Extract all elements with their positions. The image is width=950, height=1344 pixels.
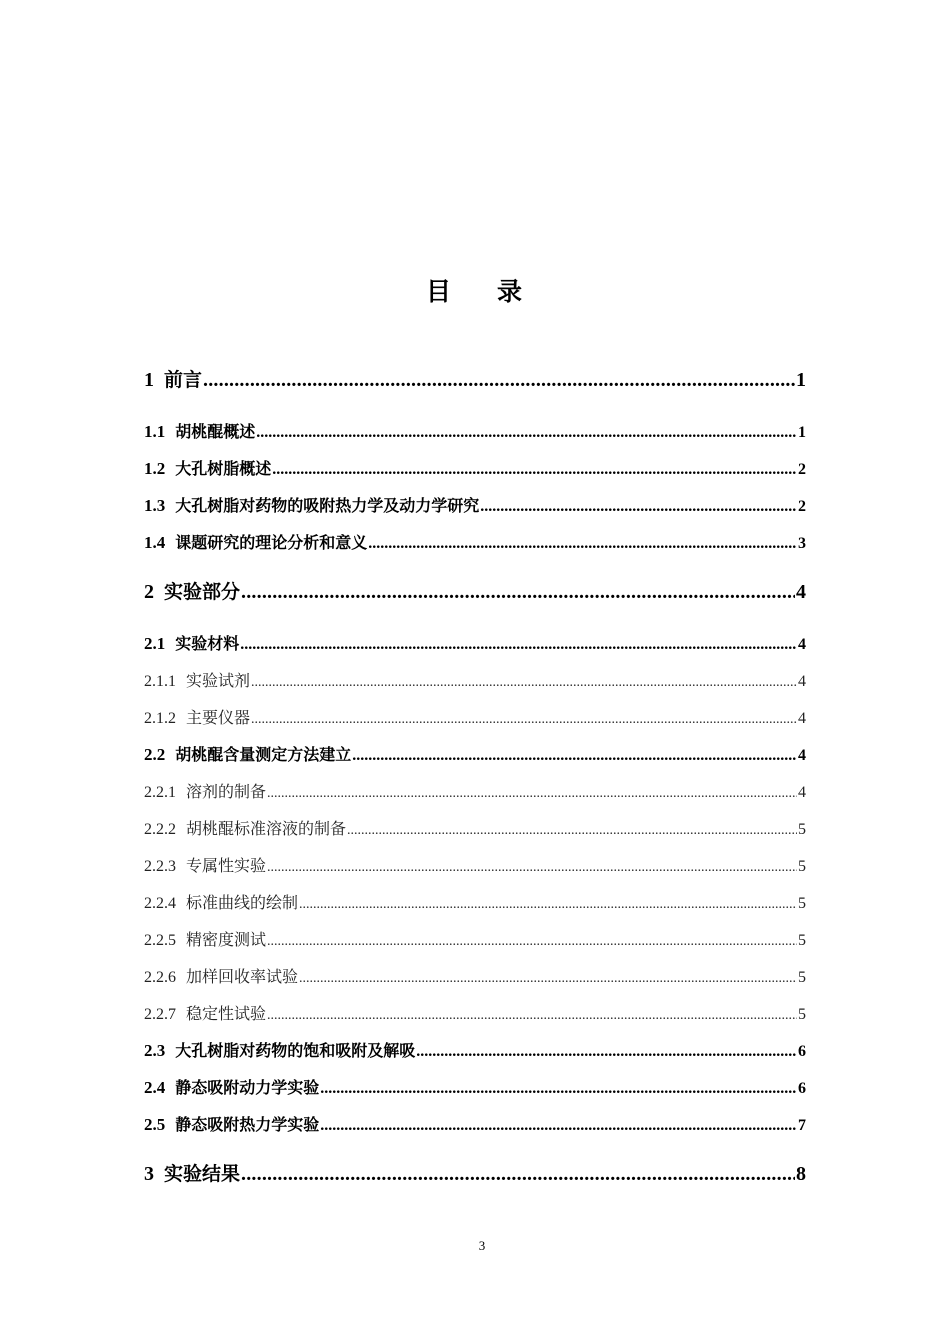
- toc-entry[interactable]: [144, 1077, 806, 1100]
- toc-entry-page: 4: [798, 784, 806, 801]
- toc-entry-page: 5: [798, 932, 806, 949]
- toc-entry-text: 静态吸附动力学实验: [175, 1078, 320, 1097]
- toc-entry-number: 1.1: [144, 422, 166, 441]
- toc-entry-text: 大孔树脂对药物的饱和吸附及解吸: [175, 1041, 416, 1060]
- toc-entry-number: 2.1.2: [144, 710, 176, 727]
- toc-entry-text: 静态吸附热力学实验: [175, 1115, 320, 1134]
- toc-entry-number: 1.2: [144, 459, 166, 478]
- toc-leader-dots: [320, 1115, 797, 1137]
- toc-leader-dots: [240, 634, 797, 656]
- toc-entry[interactable]: [144, 495, 806, 518]
- toc-entry[interactable]: [144, 367, 806, 393]
- toc-entry-page: 4: [798, 747, 806, 764]
- toc-leader-dots: [480, 496, 797, 518]
- toc-entry[interactable]: [144, 892, 806, 916]
- toc-leader-dots: [320, 1078, 797, 1100]
- toc-entry-number: 1.4: [144, 533, 166, 552]
- toc-entry-page: 4: [798, 636, 806, 653]
- toc-entry[interactable]: [144, 579, 806, 605]
- toc-entry-text: 精密度测试: [186, 930, 267, 949]
- toc-entry-text: 胡桃醌概述: [175, 422, 256, 441]
- toc-entry-text: 稳定性试验: [186, 1004, 267, 1023]
- toc-leader-dots: [368, 533, 797, 555]
- toc-entry-number: 3: [144, 1163, 154, 1185]
- toc-entry-number: 2.5: [144, 1115, 166, 1134]
- toc-entry-text: 加样回收率试验: [186, 967, 299, 986]
- toc-entry-text: 专属性实验: [186, 856, 267, 875]
- toc-entry-number: 2.1: [144, 634, 166, 653]
- toc-entry-page: 4: [798, 710, 806, 727]
- toc-entry-text: 实验结果: [164, 1163, 241, 1185]
- toc-entry-text: 实验试剂: [186, 671, 251, 690]
- toc-entry-number: 2.2.6: [144, 969, 176, 986]
- toc-leader-dots: [267, 931, 797, 953]
- toc-entry[interactable]: [144, 670, 806, 694]
- toc-leader-dots: [251, 672, 797, 694]
- toc-entry-text: 主要仪器: [186, 708, 251, 727]
- toc-title-left: 目: [425, 277, 453, 306]
- toc-entry[interactable]: [144, 532, 806, 555]
- toc-title-right: 录: [497, 277, 525, 306]
- page-number: 3: [478, 1238, 486, 1253]
- toc-entry-page: 1: [798, 424, 806, 441]
- toc-entry[interactable]: [144, 966, 806, 990]
- toc-entry[interactable]: [144, 744, 806, 767]
- toc-entry-number: 2.2.2: [144, 821, 176, 838]
- toc-entry[interactable]: [144, 1161, 806, 1187]
- toc-leader-dots: [267, 857, 797, 879]
- toc-entry-number: 2: [144, 581, 154, 603]
- toc-entry[interactable]: [144, 818, 806, 842]
- toc-entry-page: 2: [798, 498, 806, 515]
- toc-entry-page: 6: [798, 1043, 806, 1060]
- toc-leader-dots: [267, 783, 797, 805]
- toc-entry-number: 2.2.7: [144, 1006, 176, 1023]
- toc-leader-dots: [299, 968, 797, 990]
- toc-entry[interactable]: [144, 633, 806, 656]
- toc-entry-text: 实验材料: [175, 634, 240, 653]
- toc-entry[interactable]: [144, 707, 806, 731]
- toc-entry-text: 标准曲线的绘制: [186, 893, 299, 912]
- toc-entry-number: 2.4: [144, 1078, 166, 1097]
- toc-entry-text: 大孔树脂对药物的吸附热力学及动力学研究: [175, 496, 480, 515]
- toc-entry-page: 7: [798, 1117, 806, 1134]
- toc-entry[interactable]: [144, 1040, 806, 1063]
- toc-leader-dots: [347, 820, 797, 842]
- toc-leader-dots: [272, 459, 797, 481]
- toc-entry-text: 前言: [164, 369, 203, 391]
- toc-entry-page: 5: [798, 821, 806, 838]
- toc-entry-page: 4: [798, 673, 806, 690]
- toc-leader-dots: [416, 1041, 797, 1063]
- toc-entry[interactable]: [144, 855, 806, 879]
- toc-leader-dots: [241, 1161, 795, 1187]
- toc-entry[interactable]: [144, 929, 806, 953]
- toc-entry-page: 4: [796, 581, 806, 603]
- toc-entry-page: 5: [798, 969, 806, 986]
- toc-entry-number: 1.3: [144, 496, 166, 515]
- toc-entry-page: 3: [798, 535, 806, 552]
- toc-entry-number: 2.2.1: [144, 784, 176, 801]
- toc-entry[interactable]: [144, 1114, 806, 1137]
- toc-entry-number: 2.2.5: [144, 932, 176, 949]
- toc-entry-number: 1: [144, 369, 154, 391]
- toc-entry[interactable]: [144, 1003, 806, 1027]
- toc-entry-page: 5: [798, 895, 806, 912]
- toc-entry-number: 2.3: [144, 1041, 166, 1060]
- toc-leader-dots: [299, 894, 797, 916]
- toc-leader-dots: [352, 745, 797, 767]
- toc-title: [0, 272, 950, 312]
- toc-leader-dots: [203, 367, 795, 393]
- toc-entry-page: 6: [798, 1080, 806, 1097]
- toc-entry[interactable]: [144, 458, 806, 481]
- toc-leader-dots: [256, 422, 797, 444]
- toc-entry-number: 2.2: [144, 745, 166, 764]
- toc-entry-text: 课题研究的理论分析和意义: [175, 533, 368, 552]
- toc-entry-page: 8: [796, 1163, 806, 1185]
- toc-entry-text: 胡桃醌含量测定方法建立: [175, 745, 352, 764]
- toc-entry-text: 实验部分: [164, 581, 241, 603]
- toc-entry-text: 胡桃醌标准溶液的制备: [186, 819, 347, 838]
- toc-entry-number: 2.2.3: [144, 858, 176, 875]
- toc-entry-page: 5: [798, 1006, 806, 1023]
- toc-leader-dots: [267, 1005, 797, 1027]
- toc-entry-text: 大孔树脂概述: [175, 459, 272, 478]
- toc-leader-dots: [241, 579, 795, 605]
- toc-entry-page: 2: [798, 461, 806, 478]
- toc-entry-text: 溶剂的制备: [186, 782, 267, 801]
- toc-entry-page: 1: [796, 369, 806, 391]
- toc-entry-page: 5: [798, 858, 806, 875]
- toc-entry[interactable]: [144, 781, 806, 805]
- toc-entry-number: 2.2.4: [144, 895, 176, 912]
- toc-entry-number: 2.1.1: [144, 673, 176, 690]
- toc-entry[interactable]: [144, 421, 806, 444]
- toc-leader-dots: [251, 709, 797, 731]
